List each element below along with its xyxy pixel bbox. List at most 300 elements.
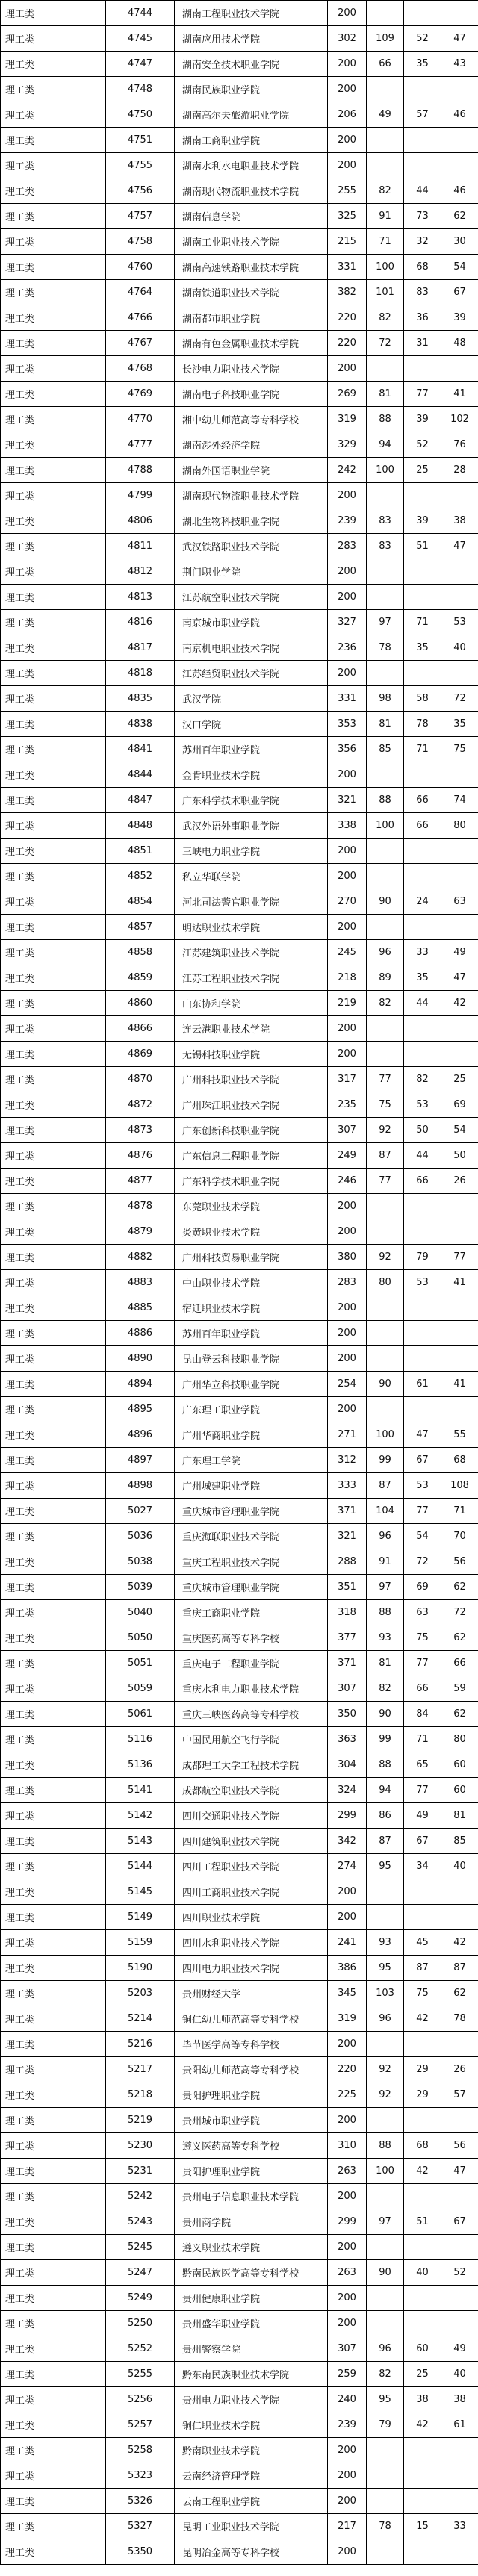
category-cell: 理工类 [1,2184,106,2209]
school-name-cell: 东莞职业技术学院 [175,1194,328,1219]
count-c-cell [441,483,478,508]
plan-count-cell: 324 [328,1778,367,1803]
count-a-cell: 88 [367,407,404,432]
school-name-cell: 湖南工程职业技术学院 [175,1,328,26]
table-row [1,1473,478,1499]
table-row [1,1,478,26]
category-cell: 理工类 [1,788,106,813]
school-code-cell: 5144 [106,1854,175,1879]
category-cell: 理工类 [1,915,106,940]
plan-count-cell: 200 [328,2539,367,2565]
plan-count-cell: 263 [328,2260,367,2286]
count-a-cell: 72 [367,331,404,356]
count-c-cell [441,1321,478,1346]
count-c-cell: 87 [441,1956,478,1981]
count-a-cell: 97 [367,2209,404,2235]
count-c-cell: 85 [441,1829,478,1854]
table-row [1,1346,478,1372]
count-a-cell: 96 [367,1524,404,1549]
school-code-cell: 5242 [106,2184,175,2209]
school-name-cell: 湖南工业职业技术学院 [175,229,328,255]
table-row [1,864,478,889]
school-code-cell: 4848 [106,813,175,839]
school-code-cell: 4897 [106,1448,175,1473]
count-b-cell: 51 [404,534,441,559]
school-name-cell: 广东创新科技职业学院 [175,1118,328,1143]
school-code-cell: 4748 [106,77,175,102]
count-a-cell: 49 [367,102,404,128]
count-a-cell: 82 [367,991,404,1016]
count-b-cell [404,483,441,508]
school-name-cell: 四川水利职业技术学院 [175,1930,328,1956]
plan-count-cell: 200 [328,2184,367,2209]
table-row [1,1549,478,1575]
table-row [1,2082,478,2108]
table-row [1,1499,478,1524]
count-a-cell: 90 [367,2260,404,2286]
school-code-cell: 4894 [106,1372,175,1397]
count-b-cell [404,2539,441,2565]
count-b-cell: 57 [404,102,441,128]
category-cell: 理工类 [1,1905,106,1930]
count-b-cell: 15 [404,2514,441,2539]
school-code-cell: 4811 [106,534,175,559]
table-row [1,1245,478,1270]
count-b-cell: 47 [404,1422,441,1448]
school-name-cell: 苏州百年职业学院 [175,737,328,762]
count-b-cell: 35 [404,635,441,661]
count-c-cell: 50 [441,1143,478,1169]
category-cell: 理工类 [1,965,106,991]
school-name-cell: 明达职业技术学院 [175,915,328,940]
count-a-cell: 92 [367,2082,404,2108]
school-code-cell: 4886 [106,1321,175,1346]
count-b-cell: 44 [404,991,441,1016]
school-name-cell: 南京机电职业技术学院 [175,635,328,661]
count-a-cell: 104 [367,1499,404,1524]
plan-count-cell: 200 [328,2286,367,2311]
plan-count-cell: 200 [328,2235,367,2260]
category-cell: 理工类 [1,1676,106,1702]
count-b-cell [404,2032,441,2057]
count-b-cell: 40 [404,2260,441,2286]
school-code-cell: 4858 [106,940,175,965]
count-a-cell: 75 [367,1092,404,1118]
category-cell: 理工类 [1,686,106,712]
category-cell: 理工类 [1,2006,106,2032]
school-name-cell: 重庆三峡医药高等专科学校 [175,1702,328,1727]
school-name-cell: 汉口学院 [175,712,328,737]
school-name-cell: 贵州盛华职业学院 [175,2311,328,2336]
count-c-cell: 54 [441,1118,478,1143]
plan-count-cell: 220 [328,305,367,331]
plan-count-cell: 200 [328,1,367,26]
count-b-cell: 52 [404,432,441,458]
count-c-cell [441,77,478,102]
plan-count-cell: 259 [328,2362,367,2387]
count-c-cell: 60 [441,1778,478,1803]
count-c-cell: 81 [441,1803,478,1829]
plan-count-cell: 304 [328,1752,367,1778]
table-row [1,2412,478,2438]
school-name-cell: 湖南安全技术职业学院 [175,52,328,77]
school-code-cell: 4777 [106,432,175,458]
count-b-cell [404,2108,441,2133]
category-cell: 理工类 [1,864,106,889]
school-name-cell: 中国民用航空飞行学院 [175,1727,328,1752]
count-b-cell: 77 [404,382,441,407]
category-cell: 理工类 [1,153,106,178]
count-c-cell: 62 [441,204,478,229]
school-name-cell: 重庆工程职业技术学院 [175,1549,328,1575]
count-a-cell [367,2311,404,2336]
count-c-cell [441,2235,478,2260]
category-cell: 理工类 [1,839,106,864]
count-b-cell [404,1042,441,1067]
count-c-cell: 108 [441,1473,478,1499]
school-name-cell: 金肯职业技术学院 [175,762,328,788]
count-a-cell: 100 [367,458,404,483]
school-name-cell: 广东理工职业学院 [175,1397,328,1422]
category-cell: 理工类 [1,2108,106,2133]
category-cell: 理工类 [1,2362,106,2387]
count-c-cell: 40 [441,635,478,661]
school-name-cell: 广东信息工程职业学院 [175,1143,328,1169]
plan-count-cell: 220 [328,331,367,356]
count-a-cell [367,1219,404,1245]
count-b-cell: 29 [404,2057,441,2082]
category-cell: 理工类 [1,661,106,686]
count-b-cell: 75 [404,1981,441,2006]
category-cell: 理工类 [1,1397,106,1422]
count-c-cell [441,839,478,864]
count-b-cell [404,2311,441,2336]
category-cell: 理工类 [1,128,106,153]
count-a-cell: 98 [367,686,404,712]
school-name-cell: 湖南现代物流职业技术学院 [175,483,328,508]
school-name-cell: 江苏建筑职业技术学院 [175,940,328,965]
plan-count-cell: 371 [328,1651,367,1676]
table-row [1,1169,478,1194]
count-c-cell [441,1016,478,1042]
school-code-cell: 5219 [106,2108,175,2133]
count-a-cell: 82 [367,305,404,331]
table-row [1,1270,478,1295]
school-code-cell: 5218 [106,2082,175,2108]
count-a-cell: 96 [367,940,404,965]
count-b-cell: 32 [404,229,441,255]
count-a-cell: 96 [367,2006,404,2032]
count-c-cell: 25 [441,1067,478,1092]
school-name-cell: 贵州健康职业学院 [175,2286,328,2311]
school-name-cell: 炎黄职业技术学院 [175,1219,328,1245]
count-c-cell: 49 [441,940,478,965]
school-name-cell: 湖南涉外经济学院 [175,432,328,458]
count-b-cell [404,839,441,864]
count-c-cell: 38 [441,508,478,534]
count-c-cell: 42 [441,1930,478,1956]
count-c-cell [441,1042,478,1067]
category-cell: 理工类 [1,1,106,26]
table-row [1,991,478,1016]
count-a-cell: 101 [367,280,404,305]
table-row [1,2260,478,2286]
category-cell: 理工类 [1,1778,106,1803]
table-row [1,1651,478,1676]
school-code-cell: 5231 [106,2159,175,2184]
table-row [1,2463,478,2489]
count-a-cell: 81 [367,712,404,737]
count-a-cell: 78 [367,635,404,661]
count-a-cell [367,1905,404,1930]
count-c-cell: 47 [441,534,478,559]
plan-count-cell: 283 [328,534,367,559]
table-row [1,2184,478,2209]
count-c-cell: 62 [441,1702,478,1727]
plan-count-cell: 225 [328,2082,367,2108]
plan-count-cell: 371 [328,1499,367,1524]
category-cell: 理工类 [1,483,106,508]
plan-count-cell: 200 [328,585,367,610]
count-b-cell: 77 [404,1651,441,1676]
count-a-cell: 89 [367,965,404,991]
school-code-cell: 4769 [106,382,175,407]
school-code-cell: 4860 [106,991,175,1016]
count-c-cell: 26 [441,2057,478,2082]
count-b-cell [404,864,441,889]
table-row [1,1727,478,1752]
count-b-cell [404,1194,441,1219]
count-a-cell: 81 [367,1651,404,1676]
count-a-cell: 97 [367,610,404,635]
plan-count-cell: 310 [328,2133,367,2159]
count-a-cell: 86 [367,1803,404,1829]
table-row [1,1092,478,1118]
count-b-cell: 42 [404,2006,441,2032]
count-c-cell: 46 [441,102,478,128]
count-c-cell: 40 [441,1854,478,1879]
count-a-cell: 91 [367,1549,404,1575]
count-b-cell: 67 [404,1829,441,1854]
category-cell: 理工类 [1,635,106,661]
count-c-cell: 46 [441,178,478,204]
count-b-cell: 77 [404,1499,441,1524]
category-cell: 理工类 [1,2133,106,2159]
table-row [1,305,478,331]
school-name-cell: 广州科技贸易职业学院 [175,1245,328,1270]
school-name-cell: 遵义医药高等专科学校 [175,2133,328,2159]
category-cell: 理工类 [1,407,106,432]
count-b-cell [404,2463,441,2489]
table-row [1,1981,478,2006]
count-b-cell: 68 [404,255,441,280]
school-code-cell: 4745 [106,26,175,52]
school-name-cell: 宿迁职业技术学院 [175,1295,328,1321]
school-code-cell: 4747 [106,52,175,77]
table-row [1,1118,478,1143]
school-code-cell: 5039 [106,1575,175,1600]
school-code-cell: 5323 [106,2463,175,2489]
category-cell: 理工类 [1,940,106,965]
count-a-cell: 77 [367,1067,404,1092]
school-code-cell: 5050 [106,1625,175,1651]
table-row [1,889,478,915]
plan-count-cell: 200 [328,839,367,864]
category-cell: 理工类 [1,2057,106,2082]
count-a-cell: 87 [367,1143,404,1169]
count-a-cell [367,2184,404,2209]
table-row [1,2387,478,2412]
plan-count-cell: 382 [328,280,367,305]
count-a-cell: 92 [367,1118,404,1143]
count-a-cell [367,2032,404,2057]
plan-count-cell: 242 [328,458,367,483]
table-row [1,1676,478,1702]
school-code-cell: 4756 [106,178,175,204]
school-code-cell: 4758 [106,229,175,255]
school-code-cell: 4813 [106,585,175,610]
count-a-cell: 82 [367,2362,404,2387]
plan-count-cell: 200 [328,2489,367,2514]
table-row [1,2286,478,2311]
plan-count-cell: 302 [328,26,367,52]
table-row [1,2336,478,2362]
count-b-cell [404,2184,441,2209]
school-name-cell: 苏州百年职业学院 [175,1321,328,1346]
plan-count-cell: 283 [328,1270,367,1295]
category-cell: 理工类 [1,1194,106,1219]
table-row [1,2108,478,2133]
category-cell: 理工类 [1,1118,106,1143]
table-row [1,255,478,280]
count-c-cell [441,2108,478,2133]
count-c-cell: 63 [441,889,478,915]
school-name-cell: 武汉铁路职业技术学院 [175,534,328,559]
school-name-cell: 武汉外语外事职业学院 [175,813,328,839]
count-b-cell: 25 [404,2362,441,2387]
school-name-cell: 黔南职业技术学院 [175,2438,328,2463]
count-c-cell [441,1295,478,1321]
category-cell: 理工类 [1,331,106,356]
count-c-cell [441,864,478,889]
school-name-cell: 中山职业技术学院 [175,1270,328,1295]
school-name-cell: 湖南工商职业学院 [175,128,328,153]
plan-count-cell: 331 [328,686,367,712]
school-code-cell: 5326 [106,2489,175,2514]
plan-count-cell: 200 [328,762,367,788]
count-c-cell: 62 [441,1625,478,1651]
table-row [1,2235,478,2260]
count-c-cell: 72 [441,686,478,712]
table-row [1,26,478,52]
count-c-cell: 70 [441,1524,478,1549]
count-a-cell: 99 [367,1448,404,1473]
category-cell: 理工类 [1,1829,106,1854]
plan-count-cell: 338 [328,813,367,839]
school-name-cell: 南京城市职业学院 [175,610,328,635]
school-code-cell: 5249 [106,2286,175,2311]
table-row [1,940,478,965]
school-name-cell: 广州科技职业技术学院 [175,1067,328,1092]
count-c-cell: 67 [441,2209,478,2235]
school-name-cell: 贵州电子信息职业技术学院 [175,2184,328,2209]
school-name-cell: 重庆海联职业技术学院 [175,1524,328,1549]
category-cell: 理工类 [1,1854,106,1879]
plan-count-cell: 200 [328,153,367,178]
table-row [1,356,478,382]
count-c-cell: 80 [441,813,478,839]
category-cell: 理工类 [1,1422,106,1448]
category-cell: 理工类 [1,1067,106,1092]
count-c-cell: 61 [441,2412,478,2438]
school-name-cell: 湖南应用技术学院 [175,26,328,52]
category-cell: 理工类 [1,1524,106,1549]
table-row [1,610,478,635]
count-b-cell: 35 [404,52,441,77]
category-cell: 理工类 [1,1956,106,1981]
plan-count-cell: 327 [328,610,367,635]
school-code-cell: 5142 [106,1803,175,1829]
school-code-cell: 4817 [106,635,175,661]
category-cell: 理工类 [1,2514,106,2539]
school-code-cell: 4766 [106,305,175,331]
school-code-cell: 4885 [106,1295,175,1321]
count-a-cell: 81 [367,382,404,407]
count-a-cell [367,661,404,686]
count-b-cell: 68 [404,2133,441,2159]
category-cell: 理工类 [1,255,106,280]
plan-count-cell: 254 [328,1372,367,1397]
count-c-cell [441,356,478,382]
category-cell: 理工类 [1,1473,106,1499]
school-name-cell: 私立华联学院 [175,864,328,889]
count-c-cell: 28 [441,458,478,483]
plan-count-cell: 200 [328,1194,367,1219]
school-code-cell: 5256 [106,2387,175,2412]
count-b-cell [404,1321,441,1346]
count-b-cell: 73 [404,204,441,229]
school-code-cell: 5038 [106,1549,175,1575]
plan-count-cell: 321 [328,1524,367,1549]
category-cell: 理工类 [1,2336,106,2362]
count-a-cell [367,1346,404,1372]
count-a-cell [367,839,404,864]
count-c-cell: 80 [441,1727,478,1752]
school-name-cell: 重庆水利电力职业技术学院 [175,1676,328,1702]
category-cell: 理工类 [1,762,106,788]
school-code-cell: 4883 [106,1270,175,1295]
count-a-cell: 82 [367,178,404,204]
plan-count-cell: 319 [328,407,367,432]
count-c-cell [441,2463,478,2489]
school-name-cell: 重庆工商职业学院 [175,1600,328,1625]
category-cell: 理工类 [1,1169,106,1194]
count-a-cell [367,1397,404,1422]
count-c-cell [441,661,478,686]
plan-count-cell: 200 [328,356,367,382]
category-cell: 理工类 [1,712,106,737]
count-b-cell: 82 [404,1067,441,1092]
school-name-cell: 贵州财经大学 [175,1981,328,2006]
count-b-cell [404,2286,441,2311]
school-code-cell: 4788 [106,458,175,483]
school-code-cell: 4857 [106,915,175,940]
school-code-cell: 5257 [106,2412,175,2438]
category-cell: 理工类 [1,508,106,534]
count-a-cell [367,559,404,585]
school-code-cell: 4835 [106,686,175,712]
category-cell: 理工类 [1,1092,106,1118]
